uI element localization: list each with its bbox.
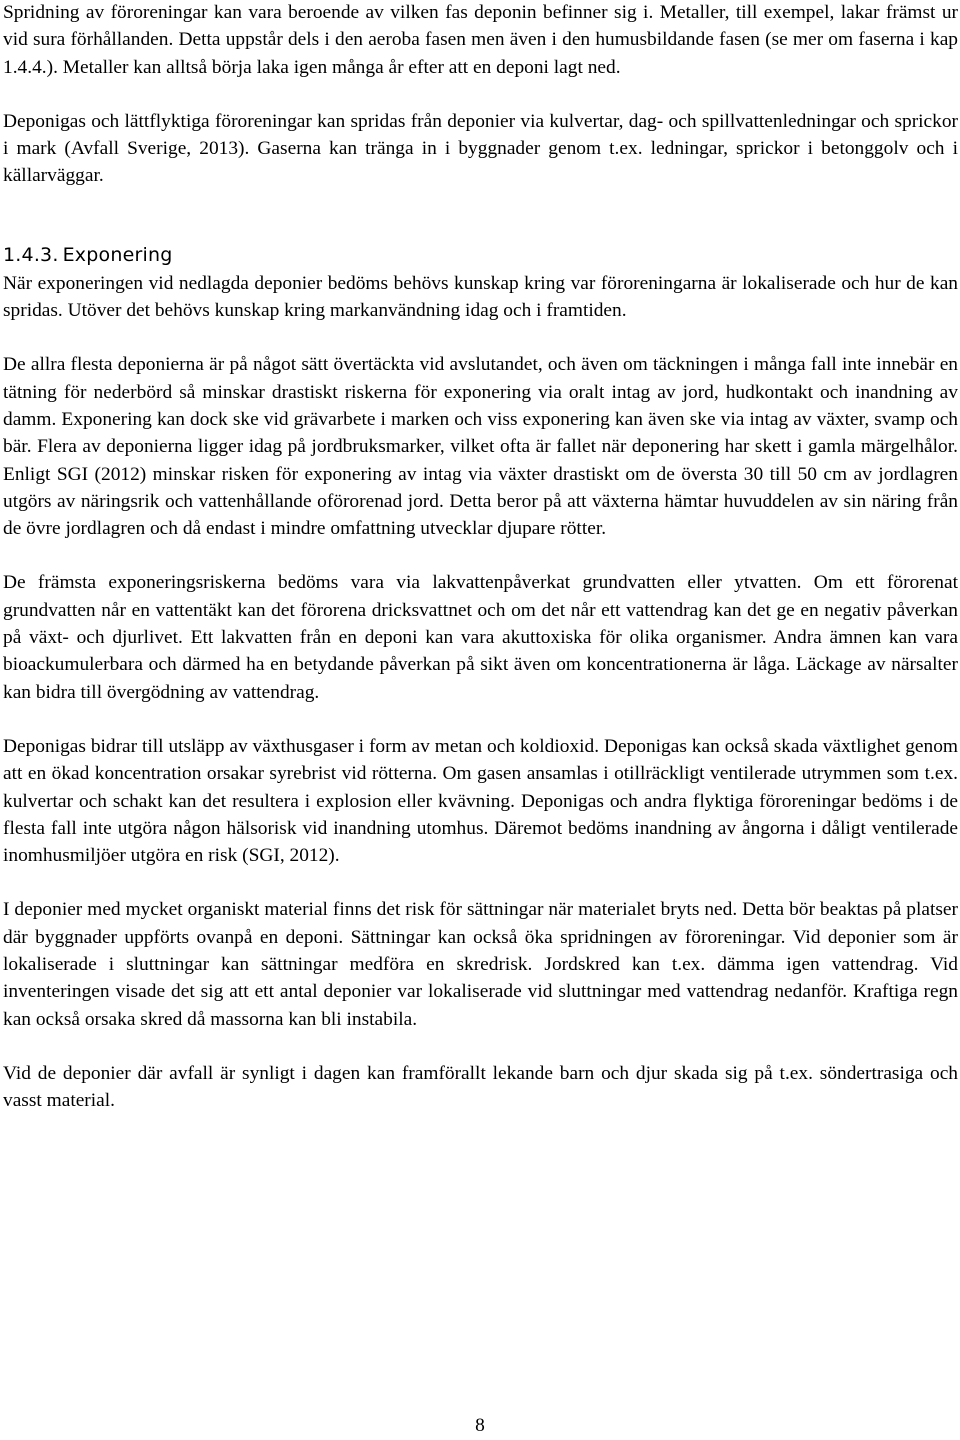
section-heading xyxy=(3,242,958,269)
section-number: 1.4.3. xyxy=(3,243,59,266)
body-paragraph: När exponeringen vid nedlagda deponier bedöms behövs kunskap kring var föroreningarna är lokaliserade och hur de kan spridas. Utöver det behövs kunskap kring markanvändning idag och i framtiden. xyxy=(3,272,958,322)
page-number: 8 xyxy=(475,1415,485,1436)
section-title: Exponering xyxy=(62,243,173,266)
body-paragraph: Deponigas och lättflyktiga föroreningar kan spridas från deponier via kulvertar, dag- och spillvattenledningar och sprickor i mark (Avfall Sverige, 2013). Gaserna kan tränga in i byggnader genom t.ex. ledningar, sprickor i betonggolv och i källarväggar. xyxy=(3,110,958,187)
body-paragraph: Vid de deponier där avfall är synligt i dagen kan framförallt lekande barn och djur skada sig på t.ex. söndertrasiga och vasst material. xyxy=(3,1062,958,1112)
body-paragraph: Deponigas bidrar till utsläpp av växthusgaser i form av metan och koldioxid. Deponigas kan också skada växtlighet genom att en ökad koncentration orsakar syrebrist vid rötterna. Om gasen ansamlas i otillräckligt ventilerade utrymmen som t.ex. kulvertar och schakt kan det resultera i explosion eller kvävning. Deponigas och andra flyktiga föroreningar bedöms i de flesta fall inte utgöra någon hälsorisk vid inandning utomhus. Däremot bedöms inandning av ångorna i dåligt ventilerade inomhusmiljöer utgöra en risk (SGI, 2012). xyxy=(3,735,958,867)
document-page xyxy=(3,0,958,1115)
body-paragraph: De allra flesta deponierna är på något sätt övertäckta vid avslutandet, och även om täckningen i många fall inte innebär en tätning för nederbörd så minskar drastiskt riskerna för exponering via oralt intag av jord, hudkontakt och inandning av damm. Exponering kan dock ske vid grävarbete i marken och viss exponering kan även ske via intag av växter, svamp och bär. Flera av deponierna ligger idag på jordbruksmarker, vilket ofta är fallet när deponering har skett i gamla märgelhålor. Enligt SGI (2012) minskar risken för exponering av intag via växter drastiskt om de översta 30 till 50 cm av jordlagren utgörs av näringsrik och vattenhållande oförorenad jord. Detta beror på att växterna hämtar huvuddelen av sin näring från de övre jordlagren och då endast i mindre omfattning utvecklar djupare rötter. xyxy=(3,354,958,540)
body-paragraph: I deponier med mycket organiskt material finns det risk för sättningar när materialet bryts ned. Detta bör beaktas på platser där byggnader uppförts ovanpå en deponi. Sättningar kan också öka spridningen av föroreningar. Vid deponier som är lokaliserade i sluttningar kan sättningar medföra en skredrisk. Jordskred kan t.ex. dämma igen vattendrag. Vid inventeringen visade det sig att ett antal deponier var lokaliserade vid sluttningar med vattendrag nedanför. Kraftiga regn kan också orsaka skred då massorna kan bli instabila. xyxy=(3,899,958,1030)
body-paragraph: De främsta exponeringsriskerna bedöms vara via lakvattenpåverkat grundvatten eller ytvatten. Om ett förorenat grundvatten når en vattentäkt kan det förorena dricksvattnet och om det når ett vattendrag kan det ge en negativ påverkan på växt- och djurlivet. Ett lakvatten från en deponi kan vara akuttoxiska för olika organismer. Andra ämnen kan vara bioackumulerbara och därmed ha en betydande påverkan på sikt även om koncentrationerna är låga. Läckage av närsalter kan bidra till övergödning av vattendrag. xyxy=(3,572,958,703)
body-paragraph: Spridning av föroreningar kan vara beroende av vilken fas deponin befinner sig i. Metaller, till exempel, lakar främst ur vid sura förhållanden. Detta uppstår dels i den aeroba fasen men även i den humusbildande fasen (se mer om faserna i kap 1.4.4.). Metaller kan alltså börja laka igen många år efter att en deponi lagt ned. xyxy=(3,2,958,78)
